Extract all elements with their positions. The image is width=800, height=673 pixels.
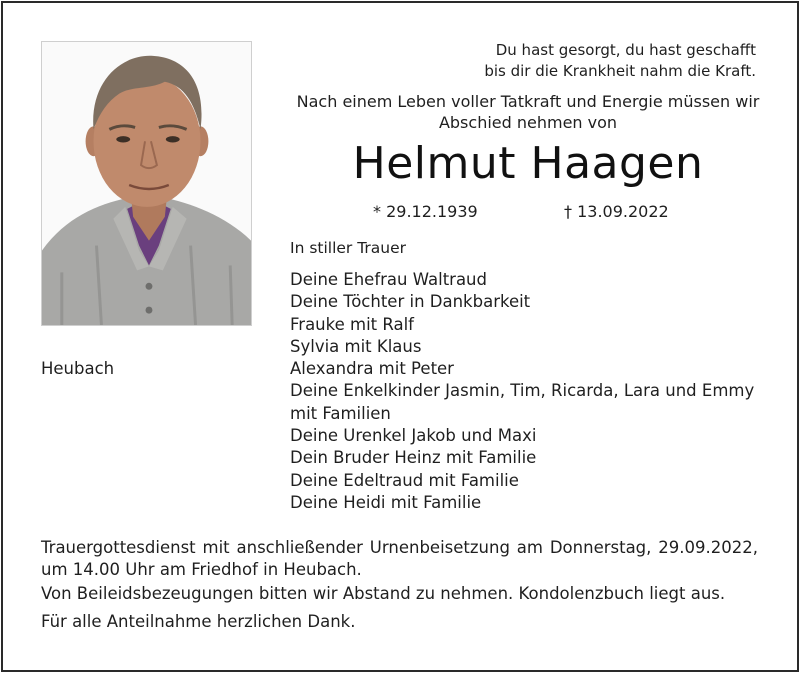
- mourner-line: mit Familien: [290, 403, 391, 423]
- mourner-line: Sylvia mit Klaus: [290, 336, 422, 356]
- mourner-line: Deine Enkelkinder Jasmin, Tim, Ricarda, Lara und Emmy: [290, 381, 755, 401]
- mourner-line: Alexandra mit Peter: [290, 359, 454, 379]
- farewell-intro: [278, 91, 778, 133]
- mourner-line: Deine Edeltraud mit Familie: [290, 470, 519, 490]
- mourner-line: Deine Ehefrau Waltraud: [290, 270, 487, 289]
- grief-label: In stiller Trauer: [290, 239, 407, 257]
- intro-line: Nach einem Leben voller Tatkraft und Energie müssen wir: [296, 92, 760, 111]
- condolence-note: Von Beileidsbezeugungen bitten wir Abstand zu nehmen. Kondolenzbuch liegt aus.: [41, 584, 726, 603]
- mourner-line: Deine Urenkel Jakob und Maxi: [290, 426, 537, 446]
- mourners-list: [290, 269, 754, 514]
- memorial-motto: [484, 40, 756, 82]
- funeral-service-info: Trauergottesdienst mit anschließender Urnenbeisetzung am Donnerstag, 29.09.2022, um 14.00 Uhr am Friedhof in Heubach.: [41, 538, 758, 579]
- place-of-residence: Heubach: [41, 359, 115, 378]
- mourner-line: Dein Bruder Heinz mit Familie: [290, 448, 537, 468]
- thanks-note: Für alle Anteilnahme herzlichen Dank.: [41, 612, 356, 631]
- portrait-image: [42, 42, 251, 325]
- mourner-line: Deine Töchter in Dankbarkeit: [290, 292, 531, 312]
- mourner-line: Frauke mit Ralf: [290, 314, 414, 334]
- motto-line: Du hast gesorgt, du hast geschafft: [495, 41, 756, 59]
- portrait-photo: [41, 41, 252, 326]
- deceased-name: Helmut Haagen: [352, 138, 704, 189]
- intro-line: Abschied nehmen von: [438, 113, 618, 132]
- motto-line: bis dir die Krankheit nahm die Kraft.: [484, 62, 756, 80]
- death-date: † 13.09.2022: [564, 202, 669, 221]
- birth-date: * 29.12.1939: [373, 202, 478, 221]
- mourner-line: Deine Heidi mit Familie: [290, 492, 482, 512]
